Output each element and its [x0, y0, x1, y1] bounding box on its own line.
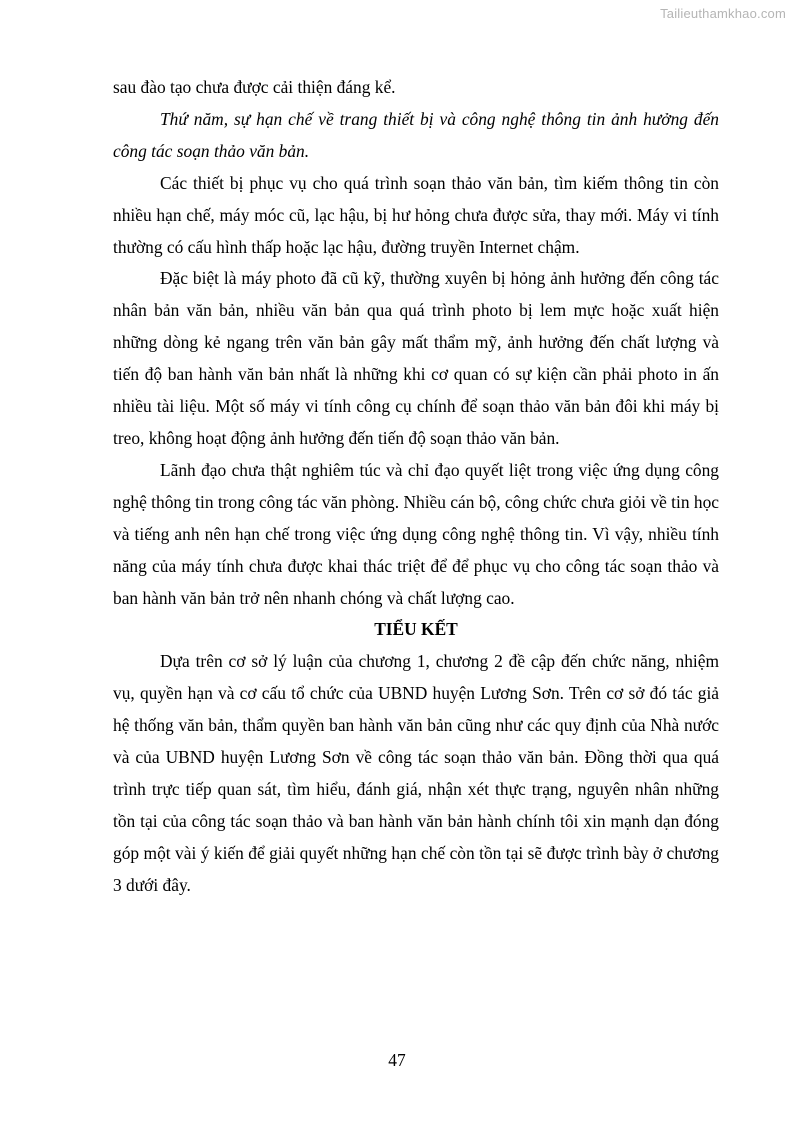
watermark-text: Tailieuthamkhao.com [660, 6, 786, 21]
document-body [113, 72, 719, 902]
page-number: 47 [388, 1050, 406, 1070]
paragraph-equipment: Các thiết bị phục vụ cho quá trình soạn thảo văn bản, tìm kiếm thông tin còn nhiều hạn chế, máy móc cũ, lạc hậu, bị hư hỏng chưa được sửa, thay mới. Máy vi tính thường có cấu hình thấp hoặc lạc hậu, đường truyền Internet chậm. [113, 172, 719, 257]
paragraph-continuation: sau đào tạo chưa được cải thiện đáng kể. [113, 77, 396, 97]
paragraph-summary: Dựa trên cơ sở lý luận của chương 1, chương 2 đề cập đến chức năng, nhiệm vụ, quyền hạn và cơ cấu tổ chức của UBND huyện Lương Sơn. Trên cơ sở đó tác giả hệ thống văn bản, thẩm quyền ban hành văn bản cũng như các quy định của Nhà nước và của UBND huyện Lương Sơn về công tác soạn thảo văn bản. Đồng thời qua quá trình trực tiếp quan sát, tìm hiểu, đánh giá, nhận xét thực trạng, nguyên nhân những tồn tại của công tác soạn thảo và ban hành văn bản hành chính tôi xin mạnh dạn đóng góp một vài ý kiến để giải quyết những hạn chế còn tồn tại sẽ được trình bày ở chương 3 dưới đây. [113, 651, 719, 895]
section-heading: TIỂU KẾT [374, 619, 458, 640]
paragraph-italic-heading: Thứ năm, sự hạn chế về trang thiết bị và công nghệ thông tin ảnh hưởng đến công tác soạn thảo văn bản. [113, 108, 719, 161]
paragraph-photocopier: Đặc biệt là máy photo đã cũ kỹ, thường xuyên bị hỏng ảnh hưởng đến công tác nhân bản văn bản, nhiều văn bản qua quá trình photo bị lem mực hoặc xuất hiện những dòng kẻ ngang trên văn bản gây mất thẩm mỹ, ảnh hưởng đến chất lượng và tiến độ ban hành văn bản nhất là những khi cơ quan có sự kiện cần phải photo in ấn nhiều tài liệu. Một số máy vi tính công cụ chính để soạn thảo văn bản đôi khi máy bị treo, không hoạt động ảnh hưởng đến tiến độ soạn thảo văn bản. [113, 268, 719, 448]
paragraph-leadership: Lãnh đạo chưa thật nghiêm túc và chỉ đạo quyết liệt trong việc ứng dụng công nghệ thông tin trong công tác văn phòng. Nhiều cán bộ, công chức chưa giỏi về tin học và tiếng anh nên hạn chế trong việc ứng dụng công nghệ thông tin. Vì vậy, nhiều tính năng của máy tính chưa được khai thác triệt để để phục vụ cho công tác soạn thảo và ban hành văn bản trở nên nhanh chóng và chất lượng cao. [113, 459, 719, 608]
